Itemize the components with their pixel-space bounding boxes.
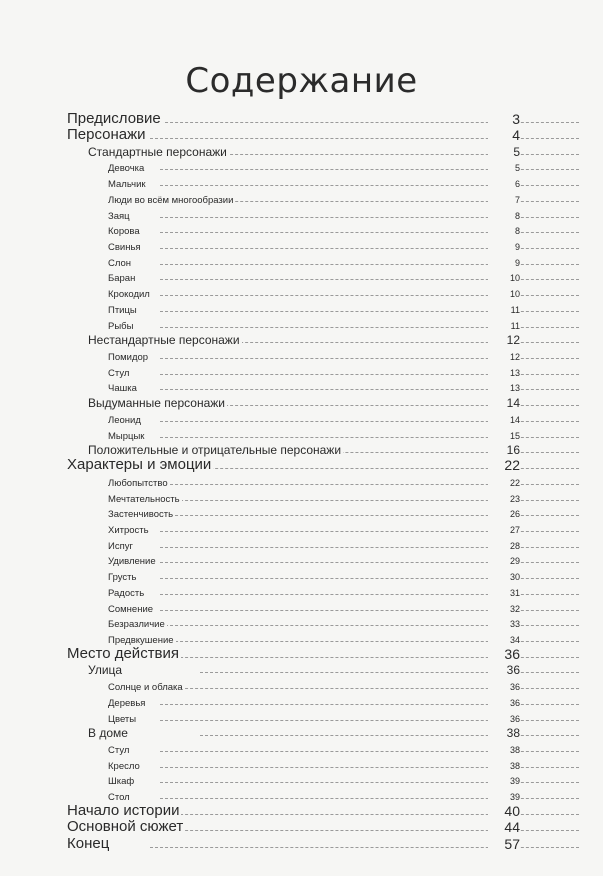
toc-entry-page: 29 <box>488 557 520 566</box>
toc-entry-label: Улица <box>88 663 123 677</box>
toc-entry-page: 16 <box>488 444 520 456</box>
dot-leader <box>200 342 579 343</box>
toc-entry-page: 36 <box>488 664 520 676</box>
toc-entry-label: Птицы <box>108 304 137 316</box>
toc-entry-page: 11 <box>488 306 520 315</box>
toc-entry-page: 9 <box>488 259 520 268</box>
toc-entry-page: 9 <box>488 243 520 252</box>
toc-entry-label: Заяц <box>108 210 130 222</box>
toc-entry-label: Крокодил <box>108 288 150 300</box>
toc-entry-page: 11 <box>488 322 520 331</box>
toc-entry-label: Цветы <box>108 713 137 725</box>
dot-leader <box>200 405 579 406</box>
toc-entry-page: 15 <box>488 432 520 441</box>
toc-entry-label: Испуг <box>108 540 133 552</box>
toc-entry <box>0 833 603 851</box>
toc-entry-page: 22 <box>488 479 520 488</box>
toc-entry-label: Любопытство <box>108 477 168 489</box>
dot-leader <box>200 735 579 736</box>
toc-entry-page: 39 <box>488 777 520 786</box>
toc-entry-label: В доме <box>88 726 128 740</box>
toc-entry-page: 28 <box>488 542 520 551</box>
toc-entry-label: Положительные и отрицательные персонажи <box>88 443 342 457</box>
toc-entry-page: 44 <box>488 820 520 834</box>
toc-entry-label: Леонид <box>108 414 141 426</box>
toc-entry-page: 8 <box>488 227 520 236</box>
toc-entry-page: 38 <box>488 746 520 755</box>
toc-entry-label: Стул <box>108 744 130 756</box>
toc-entry-page: 13 <box>488 384 520 393</box>
toc-entry-page: 34 <box>488 636 520 645</box>
toc-entry-label: Девочка <box>108 162 145 174</box>
toc-entry-page: 40 <box>488 804 520 818</box>
toc-entry <box>0 816 603 834</box>
toc-entry-page: 30 <box>488 573 520 582</box>
toc-entry-page: 14 <box>488 416 520 425</box>
toc-entry-label: Мечтательность <box>108 493 180 505</box>
toc-entry-label: Начало истории <box>67 802 180 819</box>
toc-entry-label: Безразличие <box>108 618 165 630</box>
toc-entry-page: 7 <box>488 196 520 205</box>
toc-entry-label: Помидор <box>108 351 149 363</box>
toc-entry-label: Грусть <box>108 571 137 583</box>
toc-entry-page: 3 <box>488 112 520 126</box>
toc-entry-page: 10 <box>488 274 520 283</box>
toc-entry-page: 33 <box>488 620 520 629</box>
toc-entry-page: 12 <box>488 353 520 362</box>
toc-entry-label: Стол <box>108 791 130 803</box>
toc-entry-page: 36 <box>488 699 520 708</box>
toc-entry-page: 31 <box>488 589 520 598</box>
toc-entry-page: 36 <box>488 683 520 692</box>
toc-entry-page: 4 <box>488 128 520 142</box>
toc-entry-label: Слон <box>108 257 132 269</box>
toc-entry-label: Деревья <box>108 697 146 709</box>
toc-entry-page: 39 <box>488 793 520 802</box>
toc-entry-page: 5 <box>488 164 520 173</box>
toc-entry-label: Выдуманные персонажи <box>88 396 225 410</box>
toc-entry-label: Люди во всём многообразии <box>108 194 234 206</box>
toc-entry-label: Мырцык <box>108 430 145 442</box>
toc-entry-label: Основной сюжет <box>67 818 184 835</box>
toc-entry-label: Мальчик <box>108 178 146 190</box>
toc-entry-label: Чашка <box>108 382 137 394</box>
toc-entry-label: Рыбы <box>108 320 134 332</box>
toc-entry-label: Персонажи <box>67 126 146 143</box>
toc-entry-page: 38 <box>488 727 520 739</box>
toc-entry-label: Застенчивость <box>108 508 174 520</box>
dot-leader <box>200 672 579 673</box>
toc-entry-label: Сомнение <box>108 603 154 615</box>
toc-entry-page: 32 <box>488 605 520 614</box>
toc-entry-page: 10 <box>488 290 520 299</box>
toc-entry-page: 8 <box>488 212 520 221</box>
toc-entry-label: Кресло <box>108 760 140 772</box>
toc-entry-label: Характеры и эмоции <box>67 456 212 473</box>
toc-entry-page: 36 <box>488 715 520 724</box>
toc-entry-page: 13 <box>488 369 520 378</box>
toc-entry-label: Стул <box>108 367 130 379</box>
toc-entry-label: Предисловие <box>67 110 161 127</box>
toc-entry-label: Нестандартные персонажи <box>88 333 240 347</box>
toc-entry-label: Предвкушение <box>108 634 174 646</box>
toc-entry-page: 38 <box>488 762 520 771</box>
toc-entry-page: 26 <box>488 510 520 519</box>
toc-entry-page: 14 <box>488 397 520 409</box>
toc-entry-page: 6 <box>488 180 520 189</box>
toc-entry-page: 57 <box>488 837 520 851</box>
toc-entry-label: Конец <box>67 835 110 852</box>
toc-entry-label: Свинья <box>108 241 141 253</box>
toc-entry-label: Хитрость <box>108 524 149 536</box>
toc-entry-label: Удивление <box>108 555 156 567</box>
toc-entry-label: Место действия <box>67 645 180 662</box>
toc-entry-page: 22 <box>488 458 520 472</box>
toc-entry-label: Корова <box>108 225 140 237</box>
toc-entry-page: 27 <box>488 526 520 535</box>
toc-entry-label: Стандартные персонажи <box>88 145 227 159</box>
toc-entry-label: Баран <box>108 272 136 284</box>
toc-entry-page: 23 <box>488 495 520 504</box>
toc-entry-page: 12 <box>488 334 520 346</box>
toc-entry-label: Солнце и облака <box>108 681 183 693</box>
page-title: Содержание <box>185 60 418 101</box>
toc-entry-page: 5 <box>488 146 520 158</box>
toc-entry-label: Радость <box>108 587 145 599</box>
toc-entry-label: Шкаф <box>108 775 135 787</box>
toc-entry-page: 36 <box>488 647 520 661</box>
